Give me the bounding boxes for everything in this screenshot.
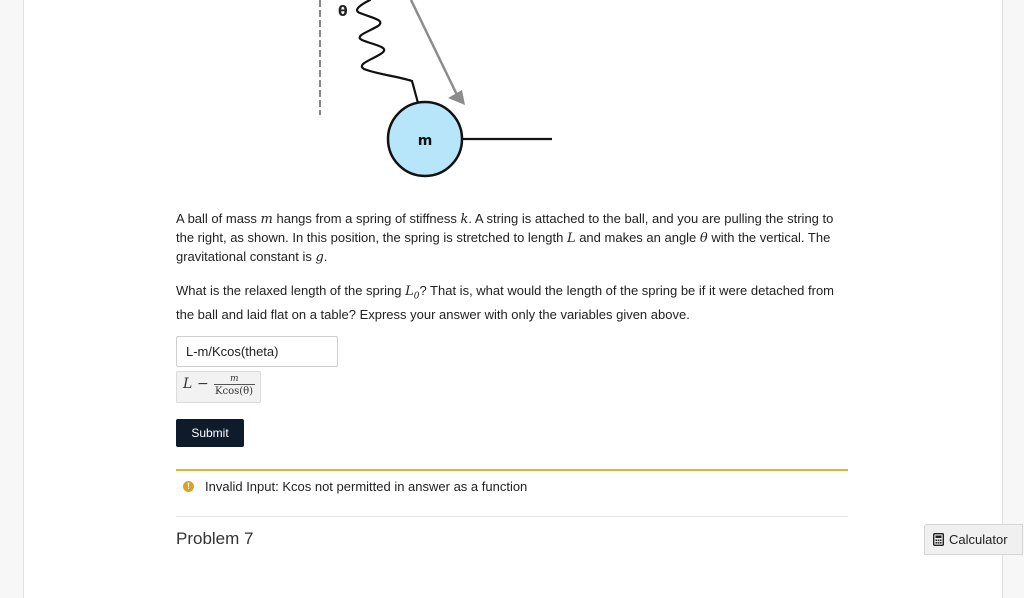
- problem-text-segment: . A string is attached to the ball, and you are pulling the string to the right, as shown. In this position, the spring is stretched to length: [176, 211, 834, 245]
- preview-numerator: m: [230, 374, 239, 384]
- problem-text-segment: ? That is, what would the length of the spring be if it were detached from the ball and laid flat on a table? Express your answer with only the variables given above.: [176, 283, 835, 322]
- mass-label: m: [417, 133, 433, 149]
- math-variable: $L_0$: [405, 284, 420, 302]
- math-variable: L: [566, 231, 576, 246]
- preview-operator: −: [197, 376, 209, 392]
- problem-text-segment: and makes an angle: [575, 230, 700, 245]
- warning-icon: !: [183, 481, 194, 492]
- answer-preview: [176, 371, 261, 403]
- physics-figure: [0, 0, 1024, 190]
- calculator-button[interactable]: [924, 524, 1023, 555]
- calculator-icon: [933, 533, 944, 546]
- math-variable: θ: [699, 231, 708, 246]
- spring-direction-arrow: [411, 0, 458, 97]
- next-problem-title: Problem 7: [176, 529, 254, 548]
- problem-text-segment: What is the relaxed length of the spring: [176, 283, 406, 298]
- calculator-label: Calculator: [949, 532, 1008, 547]
- preview-lhs: L: [183, 376, 193, 392]
- math-variable: m: [260, 212, 273, 227]
- submit-button[interactable]: Submit: [176, 419, 244, 447]
- preview-fraction-bar: [214, 384, 255, 385]
- math-variable: g: [315, 250, 324, 265]
- problem-statement: [176, 210, 851, 267]
- preview-denominator: Kcos(θ): [215, 386, 254, 397]
- spring: [357, 0, 418, 103]
- problem-text-segment: with the vertical. The gravitational constant is: [176, 230, 831, 264]
- problem-separator: [176, 516, 848, 517]
- math-subscript: 0: [413, 291, 420, 302]
- feedback-divider: [176, 469, 848, 471]
- math-variable: k: [460, 212, 469, 227]
- problem-text-segment: A ball of mass: [176, 211, 261, 226]
- answer-input[interactable]: [176, 336, 338, 367]
- problem-text-segment: .: [323, 249, 328, 264]
- angle-label: θ: [338, 4, 348, 20]
- problem-question: [176, 282, 851, 324]
- problem-text-segment: hangs from a spring of stiffness: [272, 211, 461, 226]
- feedback-message: Invalid Input: Kcos not permitted in answer as a function: [205, 479, 528, 494]
